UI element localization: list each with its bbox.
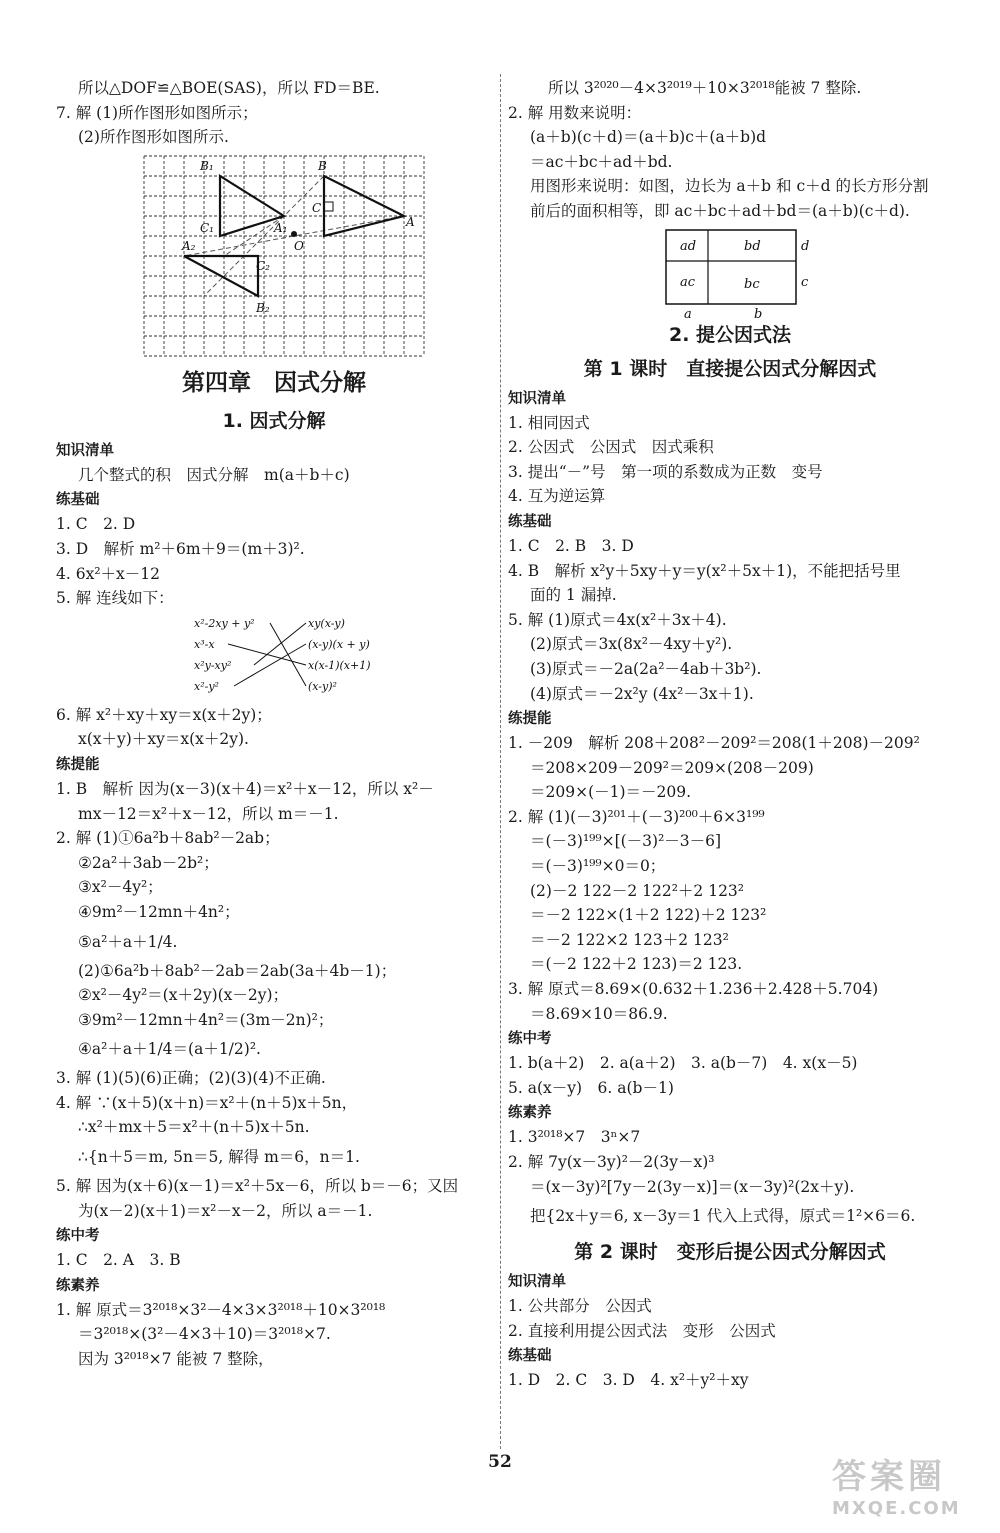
- match-left-item: x²-y²: [194, 679, 219, 693]
- text-line: ②2a²＋3ab－2b²；: [78, 853, 219, 872]
- text-line: ④9m²－12mn＋4n²；: [78, 902, 240, 921]
- section-label: 练提能: [508, 711, 552, 728]
- section-label: 知识清单: [56, 442, 114, 459]
- label-B1: B₁: [200, 158, 214, 173]
- text-line: ⑤a²＋a＋1/4.: [78, 932, 178, 951]
- text-line: (2)所作图形如图所示.: [78, 128, 229, 147]
- text-line: 2. 解 7y(x－3y)²－2(3y－x)³: [508, 1153, 715, 1171]
- label-c: c: [801, 274, 809, 290]
- match-left-item: x²-2xy + y²: [194, 616, 255, 630]
- text-line: ∴{n＋5＝m, 5n＝5, 解得 m＝6，n＝1.: [78, 1148, 360, 1167]
- label-C1: C₁: [200, 220, 214, 235]
- text-line: 2. 解 用数来说明：: [508, 103, 642, 122]
- text-line: 6. 解 x²＋xy＋xy＝x(x＋2y)；: [56, 705, 272, 724]
- text-line: ③x²－4y²；: [78, 878, 163, 897]
- text-line: (3)原式＝－2a(2a²－4ab＋3b²).: [530, 659, 762, 678]
- text-line: 5. 解 连线如下：: [56, 589, 174, 608]
- section-label: 知识清单: [508, 1274, 566, 1291]
- text-line: x(x＋y)＋xy＝x(x＋2y).: [78, 730, 249, 749]
- watermark: [832, 1449, 982, 1519]
- text-line: ＝209×(－1)＝－209.: [530, 783, 692, 802]
- lesson-title: 第 2 课时 变形后提公因式分解因式: [574, 1241, 886, 1264]
- label-B: B: [318, 158, 327, 173]
- text-line: (2)－2 122－2 122²＋2 123²: [530, 881, 745, 900]
- section-label: 练中考: [56, 1228, 100, 1245]
- matching-figure-svg: [56, 611, 492, 703]
- section-label: 知识清单: [508, 390, 566, 407]
- text-line: 1. b(a＋2) 2. a(a＋2) 3. a(b－7) 4. x(x－5): [508, 1054, 858, 1073]
- text-line: ＝(－2 122＋2 123)＝2 123.: [530, 955, 743, 974]
- cell-bd: bd: [744, 238, 761, 254]
- text-line: 3. 解 原式＝8.69×(0.632＋1.236＋2.428＋5.704): [508, 980, 879, 999]
- text-line: 用图形来说明：如图，边长为 a＋b 和 c＋d 的长方形分割: [530, 177, 929, 196]
- section-label: 练素养: [508, 1105, 552, 1122]
- text-line: 3. 提出“－”号 第一项的系数成为正数 变号: [508, 462, 823, 481]
- watermark-url: MXQE.COM: [832, 1498, 961, 1519]
- text-line: 4. B 解析 x²y＋5xy＋y＝y(x²＋5x＋1)，不能把括号里: [508, 561, 901, 580]
- text-line: 面的 1 漏掉.: [530, 586, 617, 605]
- text-line: 1. D 2. C 3. D 4. x²＋y²＋xy: [508, 1371, 749, 1390]
- section-label: 练提能: [56, 756, 100, 773]
- cell-ac: ac: [680, 274, 696, 290]
- text-line: ＝(－3)¹⁹⁹×0＝0；: [530, 857, 666, 876]
- right-column: [508, 76, 952, 1393]
- matching-figure: [56, 611, 492, 703]
- text-line: ∴x²＋mx＋5＝x²＋(n＋5)x＋5n.: [78, 1118, 310, 1137]
- text-line: ＝3²⁰¹⁸×(3²－4×3＋10)＝3²⁰¹⁸×7.: [78, 1325, 331, 1344]
- page-number: 52: [488, 1452, 512, 1472]
- section-label: 练基础: [508, 1348, 552, 1365]
- label-C: C: [312, 200, 322, 215]
- section-title: 1. 因式分解: [222, 409, 326, 432]
- text-line: ②x²－4y²＝(x＋2y)(x－2y)；: [78, 986, 289, 1005]
- section-label: 练中考: [508, 1031, 552, 1048]
- point-O: [291, 231, 297, 237]
- label-A: A: [406, 214, 415, 229]
- watermark-logo-text: 答案圈: [832, 1457, 946, 1497]
- text-line: ＝8.69×10＝86.9.: [530, 1004, 668, 1023]
- text-line: (a＋b)(c＋d)＝(a＋b)c＋(a＋b)d: [530, 128, 767, 147]
- text-line: 1. 3²⁰¹⁸×7 3ⁿ×7: [508, 1128, 641, 1147]
- match-left-item: x³-x: [194, 637, 215, 651]
- right-angle-mark: [324, 202, 333, 211]
- match-right-item: (x-y)²: [308, 679, 337, 693]
- text-line: 2. 公因式 公因式 因式乘积: [508, 438, 714, 457]
- cell-ad: ad: [680, 238, 697, 254]
- area-figure-svg: [508, 228, 952, 320]
- label-b: b: [754, 306, 763, 320]
- text-line: ＝ac＋bc＋ad＋bd.: [530, 152, 673, 171]
- text-line: (2)①6a²b＋8ab²－2ab＝2ab(3a＋4b－1)；: [78, 961, 397, 980]
- text-line: 1. －209 解析 208＋208²－209²＝208(1＋208)－209²: [508, 734, 920, 753]
- lesson-title: 第 1 课时 直接提公因式分解因式: [583, 357, 877, 380]
- section-label: 练基础: [56, 492, 100, 509]
- label-A1: A₁: [274, 220, 288, 235]
- match-right-item: (x-y)(x + y): [308, 637, 370, 651]
- text-line: 4. 6x²＋x－12: [56, 564, 160, 583]
- text-line: mx－12＝x²＋x－12，所以 m＝－1.: [78, 804, 339, 823]
- text-line: 1. C 2. A 3. B: [56, 1251, 181, 1270]
- text-line: 4. 互为逆运算: [508, 487, 606, 506]
- left-column: [56, 76, 492, 1372]
- text-line: 1. 解 原式＝3²⁰¹⁸×3²－4×3×3²⁰¹⁸＋10×3²⁰¹⁸: [56, 1300, 386, 1319]
- text-line: 1. C 2. D: [56, 515, 136, 534]
- text-line: ＝208×209－209²＝209×(208－209): [530, 758, 814, 777]
- text-line: 5. a(x－y) 6. a(b－1): [508, 1078, 674, 1097]
- match-line: [234, 644, 306, 686]
- section-label: 练素养: [56, 1277, 100, 1294]
- label-a: a: [684, 306, 692, 320]
- match-left-item: x²y-xy²: [194, 658, 232, 672]
- text-line: 4. 解 ∵(x＋5)(x＋n)＝x²＋(n＋5)x＋5n，: [56, 1093, 358, 1112]
- label-d: d: [801, 238, 810, 254]
- text-line: 前后的面积相等，即 ac＋bc＋ad＋bd＝(a＋b)(c＋d).: [530, 201, 910, 220]
- label-B2: B₂: [256, 300, 270, 315]
- text-line: (4)原式＝－2x²y (4x²－3x＋1).: [530, 684, 754, 703]
- text-line: ＝－2 122×2 123＋2 123²: [530, 930, 729, 949]
- label-O: O: [294, 238, 304, 253]
- text-line: 5. 解 (1)原式＝4x(x²＋3x＋4).: [508, 610, 727, 629]
- text-line: 为(x－2)(x＋1)＝x²－x－2，所以 a＝－1.: [78, 1201, 373, 1220]
- text-line: 2. 解 (1)①6a²b＋8ab²－2ab；: [56, 829, 280, 848]
- text-line: 1. 相同因式: [508, 413, 590, 432]
- text-line: 5. 解 因为(x＋6)(x－1)＝x²＋5x－6，所以 b＝－6；又因: [56, 1177, 459, 1196]
- text-line: ④a²＋a＋1/4＝(a＋1/2)².: [78, 1040, 261, 1059]
- text-line: 3. D 解析 m²＋6m＋9＝(m＋3)².: [56, 539, 305, 558]
- area-figure: [508, 224, 952, 320]
- text-line: 所以△DOF≌△BOE(SAS)，所以 FD＝BE.: [78, 79, 380, 97]
- cell-bc: bc: [744, 276, 760, 292]
- column-divider: [500, 74, 501, 1449]
- section-label: 练基础: [508, 513, 552, 530]
- text-line: 1. 公共部分 公因式: [508, 1297, 652, 1316]
- label-A2: A₂: [182, 238, 196, 253]
- text-line: 因为 3²⁰¹⁸×7 能被 7 整除，: [78, 1350, 274, 1369]
- section-title: 2. 提公因式法: [668, 323, 792, 346]
- text-line: 3. 解 (1)(5)(6)正确；(2)(3)(4)不正确.: [56, 1069, 326, 1088]
- text-line: 2. 解 (1)(－3)²⁰¹＋(－3)²⁰⁰＋6×3¹⁹⁹: [508, 807, 765, 826]
- text-line: ③9m²－12mn＋4n²＝(3m－2n)²；: [78, 1010, 334, 1029]
- text-line: ＝－2 122×(1＋2 122)＋2 123²: [530, 906, 767, 925]
- text-line: (2)原式＝3x(8x²－4xy＋y²).: [530, 635, 733, 654]
- text-line: 把{2x＋y＝6, x－3y＝1 代入上式得，原式＝1²×6＝6.: [530, 1207, 916, 1226]
- match-right-item: xy(x-y): [308, 616, 345, 630]
- label-C2: C₂: [256, 258, 270, 273]
- grid-figure: [56, 150, 492, 356]
- chapter-title: 第四章 因式分解: [182, 369, 366, 396]
- text-line: 7. 解 (1)所作图形如图所示；: [56, 103, 258, 122]
- text-line: ＝(x－3y)²[7y－2(3y－x)]＝(x－3y)²(2x＋y).: [530, 1177, 855, 1196]
- text-line: 几个整式的积 因式分解 m(a＋b＋c): [78, 465, 350, 484]
- text-line: 1. B 解析 因为(x－3)(x＋4)＝x²＋x－12，所以 x²－: [56, 779, 434, 798]
- text-line: 2. 直接利用提公因式法 变形 公因式: [508, 1321, 776, 1340]
- match-right-item: x(x-1)(x+1): [308, 658, 371, 672]
- grid-figure-svg: [56, 152, 492, 358]
- text-line: ＝(－3)¹⁹⁹×[(－3)²－3－6]: [530, 832, 722, 851]
- text-line: 1. C 2. B 3. D: [508, 536, 634, 555]
- text-line: 所以 3²⁰²⁰－4×3²⁰¹⁹＋10×3²⁰¹⁸能被 7 整除.: [548, 79, 862, 97]
